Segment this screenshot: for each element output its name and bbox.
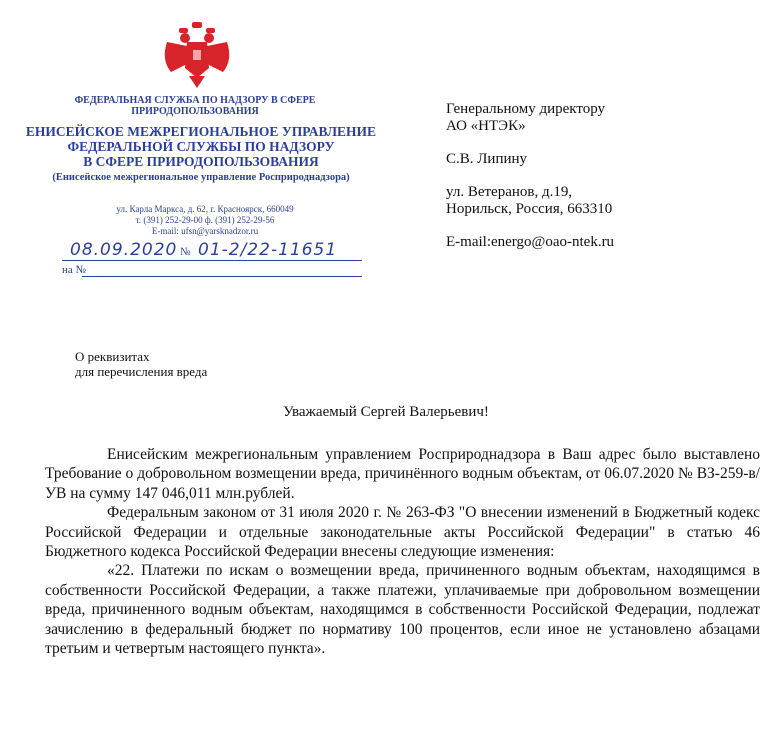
agency-big-line-3: В СФЕРЕ ПРИРОДОПОЛЬЗОВАНИЯ (83, 154, 319, 169)
body-paragraph-1: Енисейским межрегиональным управлением Росприроднадзора в Ваш адрес было выставлено Требование о добровольном возмещении вреда, причинённого водным объектам, от 06.07.2020 № ВЗ-259-в/УВ на сумму 147 046,011 млн.рублей. (45, 446, 760, 502)
agency-small-line-2: ПРИРОДОПОЛЬЗОВАНИЯ (131, 106, 259, 117)
agency-small-line-1: ФЕДЕРАЛЬНАЯ СЛУЖБА ПО НАДЗОРУ В СФЕРЕ (74, 95, 316, 106)
addressee-street: ул. Ветеранов, д.19, (446, 184, 573, 200)
body-paragraph-quote: «22. Платежи по искам о возмещении вреда, причиненного водным объектам, находящимся в собственности Российской Федерации, а также платежи, уплачиваемые при добровольном возмещении вреда, причиненного водным объектам, находящимся в собственности Российской Федерации, подлежат зачислению в федеральный бюджет по нормативу 100 процентов, если иное не установлено абзацами третьим и четвертым настоящего пункта». (45, 562, 760, 658)
addressee-email: E-mail:energo@oao-ntek.ru (446, 234, 615, 250)
agency-name-regional (20, 124, 382, 169)
registration-number: 01-2/22-11651 (198, 240, 338, 260)
agency-address: ул. Карла Маркса, д. 62, г. Красноярск, 660049 (116, 204, 294, 214)
letter-subject (75, 349, 207, 379)
subject-line-2: для перечисления вреда (75, 364, 208, 379)
registration-underline (62, 260, 362, 261)
letter-body (45, 445, 760, 658)
agency-contacts (70, 204, 340, 237)
agency-big-line-2: ФЕДЕРАЛЬНОЙ СЛУЖБЫ ПО НАДЗОРУ (67, 139, 335, 154)
subject-line-1: О реквизитах (75, 349, 150, 364)
agency-phone: т. (391) 252-29-00 ф. (391) 252-29-56 (135, 215, 275, 225)
agency-abbreviation: (Енисейское межрегиональное управление Росприроднадзора) (52, 172, 350, 183)
addressee-city: Норильск, Россия, 663310 (446, 201, 613, 217)
registration-date: 08.09.2020 (70, 240, 178, 260)
agency-big-line-1: ЕНИСЕЙСКОЕ МЕЖРЕГИОНАЛЬНОЕ УПРАВЛЕНИЕ (25, 124, 377, 139)
registration-number-label: № (180, 246, 191, 258)
addressee-title-line-1: Генеральному директору (446, 101, 606, 117)
coat-of-arms-icon (157, 20, 237, 90)
addressee-name: С.В. Липину (446, 151, 528, 167)
body-paragraph-2: Федеральным законом от 31 июля 2020 г. № 263-ФЗ "О внесении изменений в Бюджетный кодекс Российской Федерации и отдельные законодательные акты Российской Федерации" в статью 46 Бюджетного кодекса Российской Федерации внесены следующие изменения: (45, 504, 760, 561)
reference-number-label: на № (62, 264, 87, 276)
addressee-company: АО «НТЭК» (446, 118, 526, 134)
agency-name-federal (60, 95, 330, 117)
reference-underline (82, 276, 362, 277)
greeting: Уважаемый Сергей Валерьевич! (283, 404, 489, 420)
agency-email: E-mail: ufsn@yarsknadzor.ru (151, 226, 259, 236)
